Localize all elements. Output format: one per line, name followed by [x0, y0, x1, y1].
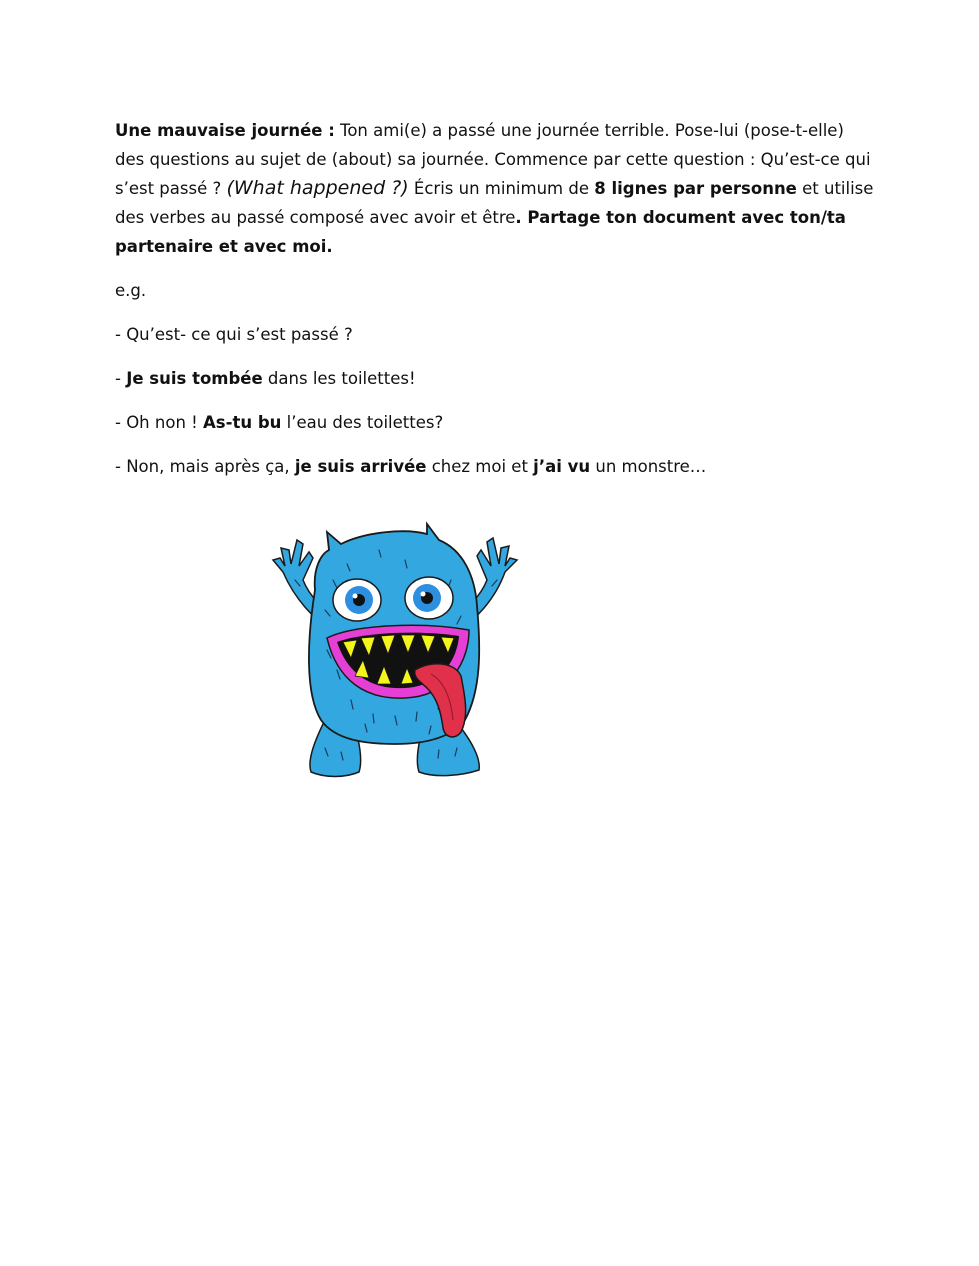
dialogue-line-4-post: un monstre…	[590, 457, 707, 476]
example-label: e.g.	[115, 281, 147, 300]
instructions-bold-lines: 8 lignes par personne	[594, 179, 797, 198]
dialogue-line-2	[115, 364, 875, 393]
dialogue-line-4-pre: - Non, mais après ça,	[115, 457, 295, 476]
dialogue-line-4-mid: chez moi et	[426, 457, 534, 476]
dialogue-line-1: - Qu’est- ce qui s’est passé ?	[115, 325, 353, 344]
instructions-text-3: et utilise des verbes au passé composé avec avoir et être	[115, 179, 874, 227]
dialogue-line-3	[115, 408, 875, 437]
instructions-bold-share: . Partage ton document avec ton/ta partenaire et avec moi.	[115, 208, 846, 256]
document-content	[115, 116, 875, 496]
dialogue-line-2-verb: Je suis tombée	[126, 369, 263, 388]
dialogue-line-2-post: dans les toilettes!	[262, 369, 416, 388]
assignment-title: Une mauvaise journée :	[115, 121, 335, 140]
blue-monster-illustration	[255, 520, 535, 782]
instructions-paragraph	[115, 116, 875, 261]
dialogue-line-3-post: l’eau des toilettes?	[281, 413, 444, 432]
dialogue-line-4	[115, 452, 875, 481]
monster-left-eye	[333, 579, 381, 621]
dialogue-line-3-pre: - Oh non !	[115, 413, 204, 432]
dialogue-line-4-verb-1: je suis arrivée	[294, 457, 427, 476]
dialogue-line-3-verb: As-tu bu	[203, 413, 282, 432]
monster-right-eye	[405, 577, 453, 619]
instructions-text-1: Ton ami(e) a passé une journée terrible. Pose-lui (pose-t-elle) des questions au sujet de (about) sa journée. Commence par cette question : Qu’est-ce qui s’est passé ?	[115, 121, 871, 198]
instructions-text-2: Écris un minimum de	[408, 179, 595, 198]
dialogue-line-4-verb-2: j’ai vu	[533, 457, 591, 476]
dialogue-line-2-pre: -	[115, 369, 127, 388]
instructions-italic: (What happened ?)	[226, 177, 409, 199]
